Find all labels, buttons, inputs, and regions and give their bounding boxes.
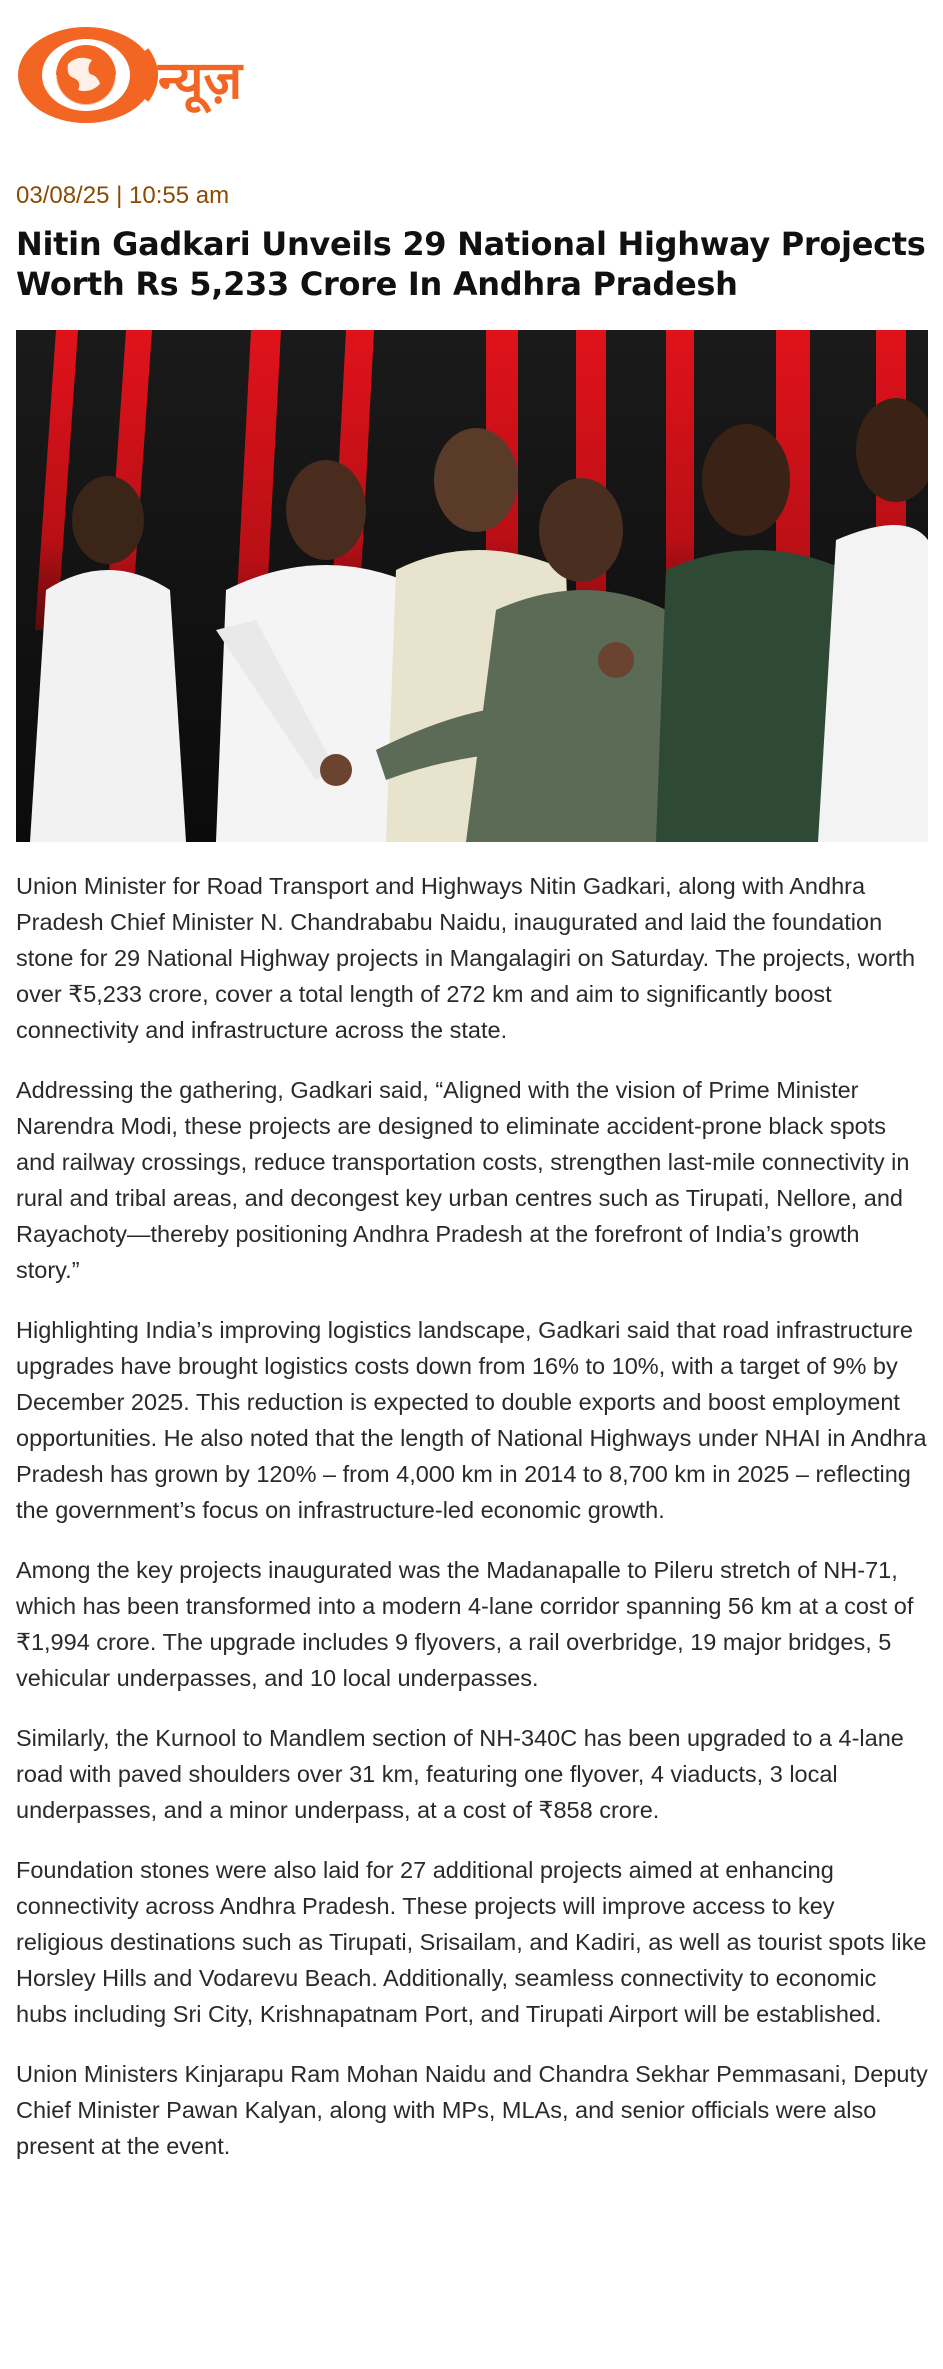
article-paragraph: Addressing the gathering, Gadkari said, “Aligned with the vision of Prime Minister Narendra Modi, these projects are designed to eliminate accident-prone black spots and railway crossings, reduce transportation costs, strengthen last-mile connectivity in rural and tribal areas, and decongest key urban centres such as Tirupati, Nellore, and Rayachoty—thereby positioning Andhra Pradesh at the forefront of India’s growth story.” (16, 1077, 910, 1283)
article-paragraph: Union Ministers Kinjarapu Ram Mohan Naidu and Chandra Sekhar Pemmasani, Deputy Chief Minister Pawan Kalyan, along with MPs, MLAs, and senior officials were also present at the event. (16, 2061, 928, 2159)
article (16, 180, 928, 2188)
article-paragraph: Highlighting India’s improving logistics landscape, Gadkari said that road infrastructure upgrades have brought logistics costs down from 16% to 10%, with a target of 9% by December 2025. This reduction is expected to double exports and boost employment opportunities. He also noted that the length of National Highways under NHAI in Andhra Pradesh has grown by 120% – from 4,000 km in 2014 to 8,700 km in 2025 – reflecting the government’s focus on infrastructure-led economic growth. (16, 1317, 927, 1523)
article-hero-image (16, 330, 928, 842)
article-paragraph: Union Minister for Road Transport and Highways Nitin Gadkari, along with Andhra Pradesh Chief Minister N. Chandrababu Naidu, inaugurated and laid the foundation stone for 29 National Highway projects in Mangalagiri on Saturday. The projects, worth over ₹5,233 crore, cover a total length of 272 km and aim to significantly boost connectivity and infrastructure across the state. (16, 873, 916, 1043)
article-paragraph: Among the key projects inaugurated was the Madanapalle to Pileru stretch of NH-71, which has been transformed into a modern 4-lane corridor spanning 56 km at a cost of ₹1,994 crore. The upgrade includes 9 flyovers, a rail overbridge, 19 major bridges, 5 vehicular underpasses, and 10 local underpasses. (16, 1557, 914, 1691)
article-dateline: 03/08/25 | 10:55 am (16, 182, 230, 209)
site-logo[interactable] (16, 20, 296, 130)
logo-wordmark: न्यूज़ (158, 51, 243, 111)
dd-news-logo-icon (16, 20, 296, 130)
article-paragraph: Similarly, the Kurnool to Mandlem section of NH-340C has been upgraded to a 4-lane road with paved shoulders over 31 km, featuring one flyover, 4 viaducts, 3 local underpasses, and a minor underpass, at a cost of ₹858 crore. (16, 1725, 904, 1823)
article-paragraph: Foundation stones were also laid for 27 additional projects aimed at enhancing connectivity across Andhra Pradesh. These projects will improve access to key religious destinations such as Tirupati, Srisailam, and Kadiri, as well as tourist spots like Horsley Hills and Vodarevu Beach. Additionally, seamless connectivity to economic hubs including Sri City, Krishnapatnam Port, and Tirupati Airport will be established. (16, 1857, 927, 2027)
article-headline: Nitin Gadkari Unveils 29 National Highway Projects Worth Rs 5,233 Crore In Andhra Pradesh (16, 225, 926, 303)
